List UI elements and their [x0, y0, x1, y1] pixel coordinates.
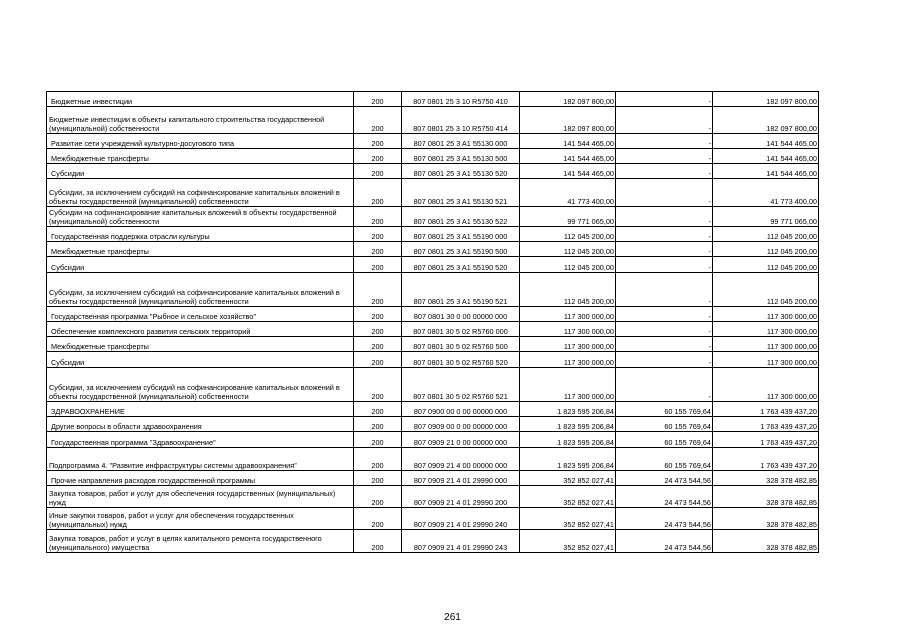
row-name-cell: Государственная программа "Здравоохранение": [47, 432, 354, 448]
row-approved-cell: 352 852 027,41: [520, 508, 616, 530]
row-total-cell: 112 045 200,00: [713, 257, 819, 273]
row-total-cell: 328 378 482,85: [713, 508, 819, 530]
row-name-cell: Межбюджетные трансферты: [47, 337, 354, 352]
row-change-cell: 60 155 769,64: [616, 432, 713, 448]
row-name-cell: Подпрограмма 4. "Развитие инфраструктуры системы здравоохранения": [47, 448, 354, 471]
row-kbk-cell: 807 0801 25 3 A1 55130 520: [402, 164, 520, 179]
row-change-cell: -: [616, 149, 713, 164]
row-kbk-cell: 807 0909 00 0 00 00000 000: [402, 417, 520, 432]
row-change-cell: 24 473 544,56: [616, 471, 713, 486]
row-total-cell: 112 045 200,00: [713, 242, 819, 257]
row-change-cell: -: [616, 207, 713, 227]
row-approved-cell: 352 852 027,41: [520, 471, 616, 486]
row-kbk-cell: 807 0801 25 3 A1 55190 520: [402, 257, 520, 273]
row-total-cell: 328 378 482,85: [713, 471, 819, 486]
row-code-cell: 200: [354, 227, 402, 242]
row-kbk-cell: 807 0801 25 3 A1 55130 500: [402, 149, 520, 164]
table-row: [47, 322, 819, 337]
table-row: [47, 307, 819, 322]
row-kbk-cell: 807 0801 30 0 00 00000 000: [402, 307, 520, 322]
row-change-cell: 60 155 769,64: [616, 448, 713, 471]
row-total-cell: 112 045 200,00: [713, 273, 819, 307]
row-change-cell: 60 155 769,64: [616, 417, 713, 432]
row-code-cell: 200: [354, 164, 402, 179]
row-total-cell: 41 773 400,00: [713, 179, 819, 207]
row-change-cell: -: [616, 242, 713, 257]
row-kbk-cell: 807 0909 21 4 00 00000 000: [402, 448, 520, 471]
page-number: 261: [444, 612, 461, 623]
row-approved-cell: 1 823 595 206,84: [520, 417, 616, 432]
row-kbk-cell: 807 0801 25 3 A1 55190 521: [402, 273, 520, 307]
table-row: [47, 257, 819, 273]
table-row: [47, 134, 819, 149]
row-total-cell: 182 097 800,00: [713, 92, 819, 107]
row-kbk-cell: 807 0801 30 5 02 R5760 500: [402, 337, 520, 352]
row-name-cell: Развитие сети учреждений культурно-досугового типа: [47, 134, 354, 149]
row-approved-cell: 352 852 027,41: [520, 486, 616, 508]
table-row: [47, 368, 819, 402]
row-name-cell: Субсидии: [47, 352, 354, 368]
row-code-cell: 200: [354, 508, 402, 530]
row-code-cell: 200: [354, 322, 402, 337]
row-name-cell: Закупка товаров, работ и услуг в целях капитального ремонта государственного (муниципального) имущества: [47, 530, 354, 553]
table-row: [47, 352, 819, 368]
row-total-cell: 328 378 482,85: [713, 530, 819, 553]
row-approved-cell: 182 097 800,00: [520, 92, 616, 107]
row-change-cell: -: [616, 368, 713, 402]
row-approved-cell: 117 300 000,00: [520, 322, 616, 337]
row-code-cell: 200: [354, 257, 402, 273]
row-total-cell: 117 300 000,00: [713, 307, 819, 322]
row-total-cell: 328 378 482,85: [713, 486, 819, 508]
row-kbk-cell: 807 0801 30 5 02 R5760 521: [402, 368, 520, 402]
table-row: [47, 179, 819, 207]
row-name-cell: Субсидии, за исключением субсидий на софинансирование капитальных вложений в объекты государственной (муниципальной) собственности: [47, 179, 354, 207]
row-approved-cell: 182 097 800,00: [520, 107, 616, 134]
row-change-cell: -: [616, 352, 713, 368]
row-name-cell: Субсидии на софинансирование капитальных вложений в объекты государственной (муниципальной) собственности: [47, 207, 354, 227]
row-change-cell: -: [616, 164, 713, 179]
table-row: [47, 107, 819, 134]
row-code-cell: 200: [354, 179, 402, 207]
row-code-cell: 200: [354, 471, 402, 486]
row-code-cell: 200: [354, 307, 402, 322]
row-approved-cell: 117 300 000,00: [520, 337, 616, 352]
row-code-cell: 200: [354, 207, 402, 227]
table-row: [47, 164, 819, 179]
row-change-cell: 60 155 769,64: [616, 402, 713, 417]
table-row: [47, 417, 819, 432]
row-kbk-cell: 807 0801 25 3 10 R5750 414: [402, 107, 520, 134]
table-row: [47, 508, 819, 530]
row-kbk-cell: 807 0801 25 3 A1 55130 000: [402, 134, 520, 149]
row-kbk-cell: 807 0801 25 3 A1 55190 000: [402, 227, 520, 242]
table-row: [47, 402, 819, 417]
row-total-cell: 112 045 200,00: [713, 227, 819, 242]
row-approved-cell: 117 300 000,00: [520, 307, 616, 322]
row-total-cell: 1 763 439 437,20: [713, 417, 819, 432]
row-change-cell: -: [616, 337, 713, 352]
row-kbk-cell: 807 0801 30 5 02 R5760 000: [402, 322, 520, 337]
row-code-cell: 200: [354, 402, 402, 417]
row-change-cell: -: [616, 134, 713, 149]
row-total-cell: 117 300 000,00: [713, 337, 819, 352]
row-name-cell: Иные закупки товаров, работ и услуг для обеспечения государственных (муниципальных) нужд: [47, 508, 354, 530]
row-change-cell: 24 473 544,56: [616, 508, 713, 530]
row-code-cell: 200: [354, 92, 402, 107]
row-approved-cell: 117 300 000,00: [520, 368, 616, 402]
row-total-cell: 1 763 439 437,20: [713, 432, 819, 448]
row-code-cell: 200: [354, 273, 402, 307]
row-approved-cell: 141 544 465,00: [520, 134, 616, 149]
row-change-cell: -: [616, 107, 713, 134]
row-total-cell: 1 763 439 437,20: [713, 448, 819, 471]
row-approved-cell: 141 544 465,00: [520, 164, 616, 179]
row-code-cell: 200: [354, 432, 402, 448]
row-name-cell: Субсидии: [47, 164, 354, 179]
row-name-cell: Межбюджетные трансферты: [47, 242, 354, 257]
row-change-cell: -: [616, 92, 713, 107]
row-code-cell: 200: [354, 107, 402, 134]
row-code-cell: 200: [354, 352, 402, 368]
table-row: [47, 207, 819, 227]
table-row: [47, 227, 819, 242]
row-change-cell: -: [616, 273, 713, 307]
table-row: [47, 337, 819, 352]
row-change-cell: -: [616, 179, 713, 207]
row-kbk-cell: 807 0909 21 0 00 00000 000: [402, 432, 520, 448]
row-name-cell: Обеспечение комплексного развития сельских территорий: [47, 322, 354, 337]
table-row: [47, 471, 819, 486]
row-name-cell: Прочие направления расходов государственной программы: [47, 471, 354, 486]
row-approved-cell: 99 771 065,00: [520, 207, 616, 227]
row-name-cell: Межбюджетные трансферты: [47, 149, 354, 164]
row-kbk-cell: 807 0909 21 4 01 29990 200: [402, 486, 520, 508]
row-kbk-cell: 807 0909 21 4 01 29990 240: [402, 508, 520, 530]
budget-table-body: [47, 92, 819, 553]
row-total-cell: 141 544 465,00: [713, 134, 819, 149]
row-code-cell: 200: [354, 486, 402, 508]
row-approved-cell: 112 045 200,00: [520, 227, 616, 242]
table-row: [47, 92, 819, 107]
row-approved-cell: 41 773 400,00: [520, 179, 616, 207]
row-approved-cell: 1 823 595 206,84: [520, 402, 616, 417]
row-approved-cell: 112 045 200,00: [520, 257, 616, 273]
row-approved-cell: 117 300 000,00: [520, 352, 616, 368]
row-approved-cell: 112 045 200,00: [520, 273, 616, 307]
row-kbk-cell: 807 0909 21 4 01 29990 243: [402, 530, 520, 553]
budget-table: [46, 91, 819, 553]
row-change-cell: -: [616, 322, 713, 337]
row-code-cell: 200: [354, 368, 402, 402]
table-row: [47, 530, 819, 553]
row-code-cell: 200: [354, 337, 402, 352]
row-kbk-cell: 807 0900 00 0 00 00000 000: [402, 402, 520, 417]
row-kbk-cell: 807 0801 30 5 02 R5760 520: [402, 352, 520, 368]
row-change-cell: -: [616, 257, 713, 273]
row-change-cell: -: [616, 307, 713, 322]
row-approved-cell: 1 823 595 206,84: [520, 432, 616, 448]
row-total-cell: 1 763 439 437,20: [713, 402, 819, 417]
row-kbk-cell: 807 0801 25 3 A1 55130 521: [402, 179, 520, 207]
row-name-cell: ЗДРАВООХРАНЕНИЕ: [47, 402, 354, 417]
row-code-cell: 200: [354, 530, 402, 553]
row-approved-cell: 141 544 465,00: [520, 149, 616, 164]
row-change-cell: 24 473 544,56: [616, 530, 713, 553]
row-kbk-cell: 807 0801 25 3 10 R5750 410: [402, 92, 520, 107]
row-name-cell: Бюджетные инвестиции в объекты капитального строительства государственной (муниципальной) собственности: [47, 107, 354, 134]
row-code-cell: 200: [354, 448, 402, 471]
row-name-cell: Государственная поддержка отрасли культуры: [47, 227, 354, 242]
row-approved-cell: 112 045 200,00: [520, 242, 616, 257]
row-total-cell: 141 544 465,00: [713, 149, 819, 164]
row-code-cell: 200: [354, 417, 402, 432]
row-kbk-cell: 807 0801 25 3 A1 55130 522: [402, 207, 520, 227]
row-change-cell: -: [616, 227, 713, 242]
row-name-cell: Государственная программа "Рыбное и сельское хозяйство": [47, 307, 354, 322]
row-total-cell: 117 300 000,00: [713, 352, 819, 368]
row-name-cell: Субсидии, за исключением субсидий на софинансирование капитальных вложений в объекты государственной (муниципальной) собственности: [47, 273, 354, 307]
row-total-cell: 117 300 000,00: [713, 368, 819, 402]
table-row: [47, 242, 819, 257]
row-total-cell: 182 097 800,00: [713, 107, 819, 134]
table-row: [47, 432, 819, 448]
table-row: [47, 149, 819, 164]
row-code-cell: 200: [354, 149, 402, 164]
table-row: [47, 273, 819, 307]
row-kbk-cell: 807 0801 25 3 A1 55190 500: [402, 242, 520, 257]
row-approved-cell: 352 852 027,41: [520, 530, 616, 553]
row-name-cell: Бюджетные инвестиции: [47, 92, 354, 107]
row-kbk-cell: 807 0909 21 4 01 29990 000: [402, 471, 520, 486]
table-row: [47, 448, 819, 471]
row-approved-cell: 1 823 595 206,84: [520, 448, 616, 471]
row-name-cell: Субсидии: [47, 257, 354, 273]
row-total-cell: 141 544 465,00: [713, 164, 819, 179]
row-name-cell: Другие вопросы в области здравоохранения: [47, 417, 354, 432]
row-change-cell: 24 473 544,56: [616, 486, 713, 508]
row-code-cell: 200: [354, 242, 402, 257]
row-name-cell: Субсидии, за исключением субсидий на софинансирование капитальных вложений в объекты государственной (муниципальной) собственности: [47, 368, 354, 402]
row-code-cell: 200: [354, 134, 402, 149]
row-name-cell: Закупка товаров, работ и услуг для обеспечения государственных (муниципальных) нужд: [47, 486, 354, 508]
row-total-cell: 117 300 000,00: [713, 322, 819, 337]
row-total-cell: 99 771 065,00: [713, 207, 819, 227]
table-row: [47, 486, 819, 508]
